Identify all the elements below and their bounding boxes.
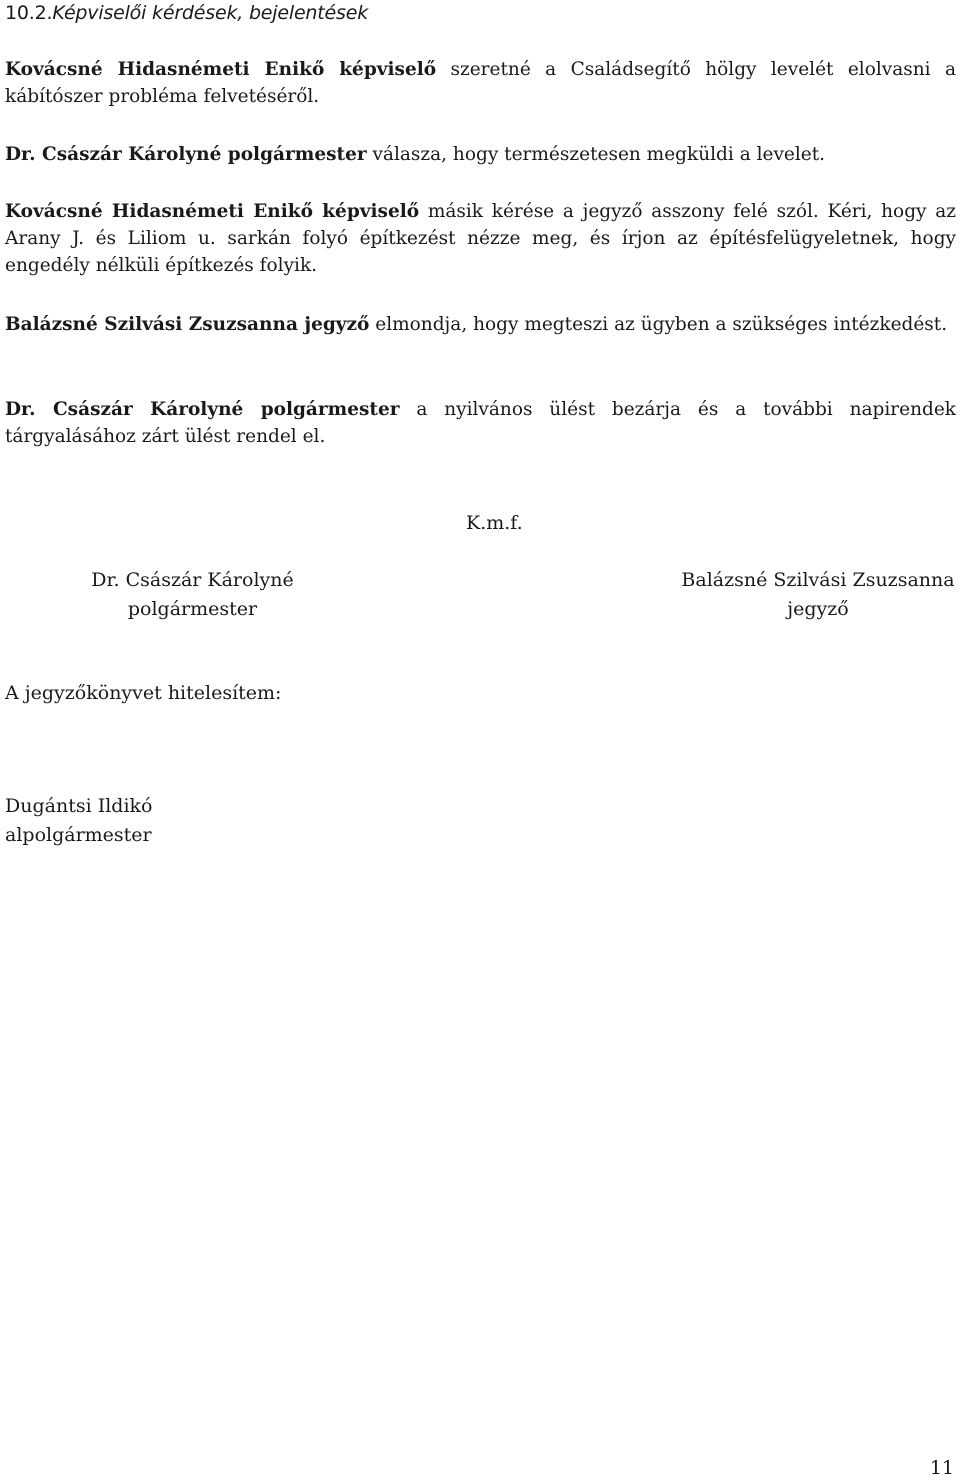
paragraph-2-text: válasza, hogy természetesen megküldi a levelet. (366, 144, 826, 165)
paragraph-4 (5, 311, 956, 338)
authenticator-block (5, 792, 152, 850)
section-number: 10.2. (5, 2, 53, 24)
paragraph-5-speaker: Dr. Császár Károlyné polgármester (5, 399, 400, 420)
paragraph-1 (5, 56, 956, 110)
paragraph-5-text: a nyilvános ülést bezárja és a további napirendek tárgyalásához zárt ülést rendel el. (5, 399, 956, 447)
page-number: 11 (929, 1457, 954, 1479)
paragraph-2 (5, 141, 956, 168)
authenticator-name: Dugántsi Ildikó (5, 795, 153, 817)
authentication-label: A jegyzőkönyvet hitelesítem: (5, 682, 282, 704)
signature-mayor-role: polgármester (127, 598, 258, 620)
section-title: Képviselői kérdések, bejelentések (52, 2, 369, 24)
authenticator-role: alpolgármester (5, 824, 152, 846)
paragraph-4-text: elmondja, hogy megteszi az ügyben a szükséges intézkedést. (369, 314, 948, 335)
paragraph-2-speaker: Dr. Császár Károlyné polgármester (5, 144, 367, 165)
paragraph-5 (5, 396, 956, 450)
paragraph-3-text: másik kérése a jegyző asszony felé szól. Kéri, hogy az Arany J. és Liliom u. sarkán folyó építkezést nézze meg, és írjon az építésfelügyeletnek, hogy engedély nélküli építkezés folyik. (5, 201, 956, 276)
section-heading (5, 0, 368, 26)
signature-block-mayor (80, 566, 305, 624)
paragraph-1-text: szeretné a Családsegítő hölgy levelét elolvasni a kábítószer probléma felvetéséről. (5, 59, 956, 107)
paragraph-1-speaker: Kovácsné Hidasnémeti Enikő képviselő (5, 59, 437, 80)
paragraph-3 (5, 198, 956, 279)
signature-notary-name: Balázsné Szilvási Zsuzsanna (681, 569, 955, 591)
signature-notary-role: jegyző (787, 598, 849, 620)
signature-block-notary (673, 566, 960, 624)
paragraph-4-speaker: Balázsné Szilvási Zsuzsanna jegyző (5, 314, 370, 335)
signature-mayor-name: Dr. Császár Károlyné (91, 569, 294, 591)
paragraph-3-speaker: Kovácsné Hidasnémeti Enikő képviselő (5, 201, 420, 222)
kmf-label: K.m.f. (466, 512, 523, 534)
